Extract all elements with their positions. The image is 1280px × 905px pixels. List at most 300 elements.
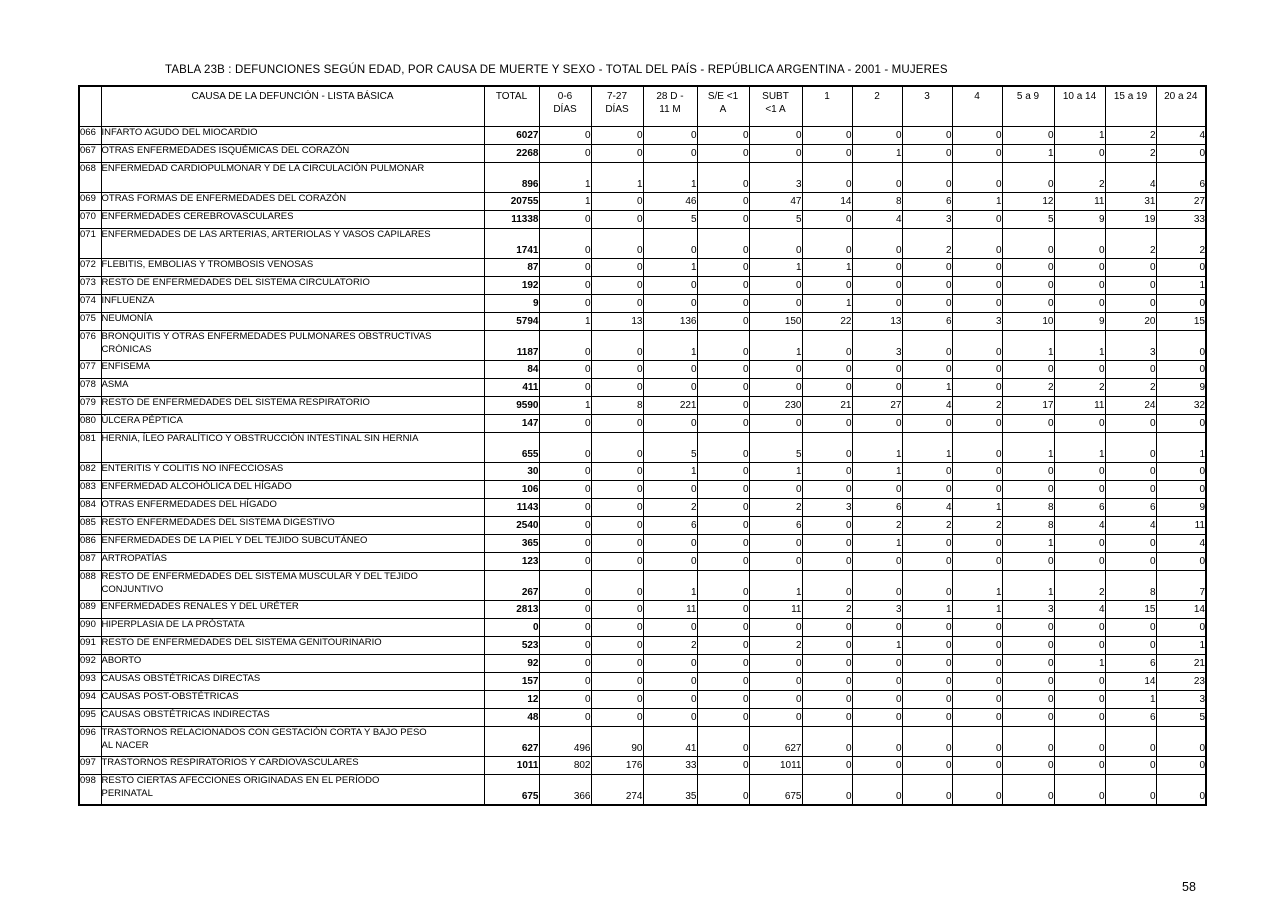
cell-value: 4: [1054, 601, 1105, 619]
cell-value: 4: [1105, 517, 1156, 535]
cell-value: 2: [1105, 145, 1156, 163]
table-row: [79, 127, 1206, 145]
cell-value: 0: [902, 145, 952, 163]
column-header-age-10-a-14: 10 a 14: [1054, 86, 1105, 127]
cell-value: 2: [1054, 163, 1105, 193]
row-code: 074: [79, 295, 101, 313]
cell-value: 1: [952, 601, 1002, 619]
cell-value: 0: [1002, 415, 1054, 433]
cell-value: 0: [1002, 127, 1054, 145]
row-code: 076: [79, 331, 101, 361]
row-total: 411: [484, 379, 539, 397]
cell-value: 0: [697, 535, 749, 553]
cell-value: 0: [539, 691, 591, 709]
cell-value: 3: [852, 331, 902, 361]
cell-value: 4: [902, 397, 952, 415]
row-total: 106: [484, 481, 539, 499]
cell-value: 1: [952, 499, 1002, 517]
cell-value: 0: [1054, 535, 1105, 553]
column-header-code: [79, 86, 101, 127]
cell-value: 1: [952, 193, 1002, 211]
cell-value: 3: [902, 211, 952, 229]
row-code: 068: [79, 163, 101, 193]
cell-value: 0: [852, 553, 902, 571]
cell-value: 0: [591, 499, 643, 517]
cell-value: 0: [1054, 757, 1105, 775]
row-code: 082: [79, 463, 101, 481]
cell-value: 0: [952, 673, 1002, 691]
cell-value: 1: [643, 259, 697, 277]
cell-value: 2: [1054, 379, 1105, 397]
row-cause: ENFERMEDAD CARDIOPULMONAR Y DE LA CIRCULACIÓN PULMONAR: [101, 163, 484, 193]
cell-value: 1: [1054, 127, 1105, 145]
cell-value: 11: [1054, 397, 1105, 415]
cell-value: 0: [1002, 229, 1054, 259]
row-total: 655: [484, 433, 539, 463]
row-cause: INFLUENZA: [101, 295, 484, 313]
cell-value: 0: [802, 145, 852, 163]
cell-value: 0: [802, 379, 852, 397]
cell-value: 11: [1156, 517, 1206, 535]
cell-value: 0: [1054, 553, 1105, 571]
cell-value: 0: [902, 535, 952, 553]
cell-value: 0: [539, 637, 591, 655]
cell-value: 0: [539, 259, 591, 277]
cell-value: 0: [802, 553, 852, 571]
cell-value: 0: [697, 673, 749, 691]
row-total: 5794: [484, 313, 539, 331]
cell-value: 0: [902, 655, 952, 673]
cell-value: 0: [952, 259, 1002, 277]
row-total: 123: [484, 553, 539, 571]
cell-value: 0: [1156, 463, 1206, 481]
cell-value: 0: [852, 571, 902, 601]
cell-value: 0: [1002, 727, 1054, 757]
row-code: 095: [79, 709, 101, 727]
row-code: 097: [79, 757, 101, 775]
row-code: 081: [79, 433, 101, 463]
cell-value: 0: [902, 691, 952, 709]
row-total: 1741: [484, 229, 539, 259]
cell-value: 136: [643, 313, 697, 331]
cell-value: 0: [1054, 361, 1105, 379]
row-total: 30: [484, 463, 539, 481]
cell-value: 0: [952, 433, 1002, 463]
cell-value: 8: [591, 397, 643, 415]
cell-value: 0: [1002, 295, 1054, 313]
table-row: [79, 481, 1206, 499]
cell-value: 5: [1002, 211, 1054, 229]
cell-value: 0: [1156, 775, 1206, 805]
cell-value: 0: [1054, 691, 1105, 709]
cell-value: 0: [852, 229, 902, 259]
cell-value: 0: [697, 127, 749, 145]
cell-value: 0: [539, 535, 591, 553]
cell-value: 1: [1156, 637, 1206, 655]
cell-value: 0: [802, 163, 852, 193]
cell-value: 0: [902, 709, 952, 727]
cell-value: 0: [697, 463, 749, 481]
cell-value: 1: [902, 601, 952, 619]
row-code: 070: [79, 211, 101, 229]
cell-value: 0: [902, 295, 952, 313]
cell-value: 0: [539, 361, 591, 379]
cell-value: 0: [697, 655, 749, 673]
cell-value: 0: [749, 709, 802, 727]
column-header-age-subt: SUBT <1 A: [749, 86, 802, 127]
cell-value: 9: [1156, 499, 1206, 517]
cell-value: 0: [643, 361, 697, 379]
table-row: [79, 259, 1206, 277]
cell-value: 1: [1054, 655, 1105, 673]
cell-value: 0: [591, 211, 643, 229]
cell-value: 0: [591, 691, 643, 709]
row-code: 085: [79, 517, 101, 535]
row-cause: ENFERMEDADES RENALES Y DEL URÉTER: [101, 601, 484, 619]
cell-value: 0: [643, 277, 697, 295]
cell-value: 0: [852, 163, 902, 193]
row-cause: TRASTORNOS RELACIONADOS CON GESTACIÓN CORTA Y BAJO PESO AL NACER: [101, 727, 484, 757]
cell-value: 0: [539, 127, 591, 145]
column-header-age-20-a-24: 20 a 24: [1156, 86, 1206, 127]
cell-value: 0: [1054, 709, 1105, 727]
row-cause: RESTO ENFERMEDADES DEL SISTEMA DIGESTIVO: [101, 517, 484, 535]
cell-value: 0: [591, 517, 643, 535]
cell-value: 0: [697, 619, 749, 637]
cell-value: 9: [1054, 313, 1105, 331]
cell-value: 0: [902, 481, 952, 499]
cell-value: 2: [1105, 379, 1156, 397]
cell-value: 0: [1105, 637, 1156, 655]
cell-value: 0: [952, 535, 1002, 553]
cell-value: 21: [1156, 655, 1206, 673]
cell-value: 6: [902, 193, 952, 211]
cell-value: 0: [539, 433, 591, 463]
cell-value: 1: [539, 193, 591, 211]
cell-value: 0: [952, 145, 1002, 163]
cell-value: 0: [902, 415, 952, 433]
cell-value: 20: [1105, 313, 1156, 331]
cell-value: 0: [1054, 145, 1105, 163]
cell-value: 1: [852, 433, 902, 463]
cell-value: 2: [852, 517, 902, 535]
column-header-age-4: 4: [952, 86, 1002, 127]
row-cause: FLEBITIS, EMBOLIAS Y TROMBOSIS VENOSAS: [101, 259, 484, 277]
cell-value: 31: [1105, 193, 1156, 211]
table-row: [79, 655, 1206, 673]
row-cause: ENFERMEDADES DE LAS ARTERIAS, ARTERIOLAS Y VASOS CAPILARES: [101, 229, 484, 259]
cell-value: 496: [539, 727, 591, 757]
column-header-age-0-6: 0-6 DÍAS: [539, 86, 591, 127]
column-header-age-7-27: 7-27 DÍAS: [591, 86, 643, 127]
cell-value: 0: [952, 553, 1002, 571]
cell-value: 13: [852, 313, 902, 331]
cell-value: 1: [1054, 433, 1105, 463]
cell-value: 0: [643, 655, 697, 673]
cell-value: 1: [539, 313, 591, 331]
cell-value: 0: [643, 709, 697, 727]
cell-value: 0: [802, 535, 852, 553]
cell-value: 11: [643, 601, 697, 619]
cell-value: 0: [1002, 259, 1054, 277]
cell-value: 1: [1105, 691, 1156, 709]
cell-value: 1: [539, 397, 591, 415]
row-total: 92: [484, 655, 539, 673]
row-code: 072: [79, 259, 101, 277]
cell-value: 2: [952, 517, 1002, 535]
cell-value: 0: [1054, 277, 1105, 295]
cell-value: 0: [539, 553, 591, 571]
cell-value: 0: [852, 361, 902, 379]
cell-value: 0: [952, 127, 1002, 145]
table-row: [79, 313, 1206, 331]
cell-value: 0: [591, 415, 643, 433]
row-cause: ASMA: [101, 379, 484, 397]
cell-value: 0: [1054, 727, 1105, 757]
cell-value: 0: [1054, 295, 1105, 313]
cell-value: 4: [1156, 127, 1206, 145]
cell-value: 0: [1156, 361, 1206, 379]
table-row: [79, 553, 1206, 571]
cell-value: 0: [902, 571, 952, 601]
row-total: 2268: [484, 145, 539, 163]
cell-value: 1: [749, 571, 802, 601]
cell-value: 0: [697, 415, 749, 433]
cell-value: 0: [1156, 619, 1206, 637]
cell-value: 0: [1002, 361, 1054, 379]
cell-value: 0: [1002, 709, 1054, 727]
cell-value: 0: [1054, 415, 1105, 433]
cell-value: 6: [1156, 163, 1206, 193]
row-code: 067: [79, 145, 101, 163]
row-total: 675: [484, 775, 539, 805]
cell-value: 0: [539, 229, 591, 259]
cell-value: 0: [539, 211, 591, 229]
cell-value: 0: [802, 463, 852, 481]
row-code: 086: [79, 535, 101, 553]
row-code: 084: [79, 499, 101, 517]
cell-value: 5: [643, 433, 697, 463]
cell-value: 0: [749, 553, 802, 571]
cell-value: 0: [697, 691, 749, 709]
cell-value: 4: [1105, 163, 1156, 193]
row-total: 627: [484, 727, 539, 757]
cell-value: 0: [697, 259, 749, 277]
cell-value: 33: [1156, 211, 1206, 229]
table-row: [79, 295, 1206, 313]
table-row: [79, 277, 1206, 295]
cell-value: 0: [952, 295, 1002, 313]
cell-value: 0: [1105, 361, 1156, 379]
cell-value: 0: [952, 691, 1002, 709]
cell-value: 90: [591, 727, 643, 757]
cell-value: 0: [802, 277, 852, 295]
row-code: 071: [79, 229, 101, 259]
cell-value: 1: [1002, 331, 1054, 361]
cell-value: 0: [697, 553, 749, 571]
cell-value: 0: [591, 463, 643, 481]
cell-value: 0: [802, 757, 852, 775]
cell-value: 12: [1002, 193, 1054, 211]
cell-value: 0: [852, 691, 902, 709]
cell-value: 0: [902, 757, 952, 775]
cell-value: 35: [643, 775, 697, 805]
cell-value: 0: [802, 727, 852, 757]
cell-value: 1: [902, 379, 952, 397]
cell-value: 0: [749, 691, 802, 709]
cell-value: 0: [802, 571, 852, 601]
cell-value: 5: [749, 433, 802, 463]
cell-value: 1011: [749, 757, 802, 775]
cell-value: 0: [591, 127, 643, 145]
cell-value: 0: [1002, 673, 1054, 691]
cell-value: 0: [697, 601, 749, 619]
row-code: 066: [79, 127, 101, 145]
cell-value: 0: [802, 433, 852, 463]
cell-value: 627: [749, 727, 802, 757]
cell-value: 0: [1156, 331, 1206, 361]
cell-value: 6: [902, 313, 952, 331]
row-cause: RESTO DE ENFERMEDADES DEL SISTEMA MUSCULAR Y DEL TEJIDO CONJUNTIVO: [101, 571, 484, 601]
row-total: 1011: [484, 757, 539, 775]
table-row: [79, 499, 1206, 517]
cell-value: 7: [1156, 571, 1206, 601]
cell-value: 27: [852, 397, 902, 415]
cell-value: 0: [952, 331, 1002, 361]
cell-value: 0: [539, 571, 591, 601]
row-cause: RESTO DE ENFERMEDADES DEL SISTEMA CIRCULATORIO: [101, 277, 484, 295]
cell-value: 0: [802, 481, 852, 499]
cell-value: 0: [539, 655, 591, 673]
row-cause: RESTO DE ENFERMEDADES DEL SISTEMA RESPIRATORIO: [101, 397, 484, 415]
cell-value: 230: [749, 397, 802, 415]
cell-value: 0: [852, 709, 902, 727]
table-row: [79, 211, 1206, 229]
row-total: 523: [484, 637, 539, 655]
cell-value: 0: [1002, 775, 1054, 805]
cell-value: 0: [749, 535, 802, 553]
cell-value: 0: [902, 637, 952, 655]
cell-value: 0: [1054, 637, 1105, 655]
row-cause: ENTERITIS Y COLITIS NO INFECCIOSAS: [101, 463, 484, 481]
cell-value: 0: [697, 277, 749, 295]
cell-value: 0: [591, 655, 643, 673]
row-code: 096: [79, 727, 101, 757]
cell-value: 0: [591, 277, 643, 295]
row-cause: INFARTO AGUDO DEL MIOCARDIO: [101, 127, 484, 145]
cell-value: 24: [1105, 397, 1156, 415]
cell-value: 1: [852, 463, 902, 481]
cell-value: 2: [1054, 571, 1105, 601]
cell-value: 2: [1105, 229, 1156, 259]
cell-value: 0: [697, 727, 749, 757]
cell-value: 1: [749, 463, 802, 481]
cell-value: 0: [1105, 727, 1156, 757]
cell-value: 0: [802, 361, 852, 379]
cell-value: 1: [802, 259, 852, 277]
cell-value: 8: [852, 193, 902, 211]
cell-value: 0: [902, 775, 952, 805]
cell-value: 0: [643, 673, 697, 691]
row-cause: OTRAS ENFERMEDADES DEL HÍGADO: [101, 499, 484, 517]
table-row: [79, 535, 1206, 553]
cell-value: 4: [852, 211, 902, 229]
cell-value: 0: [591, 619, 643, 637]
cell-value: 4: [1054, 517, 1105, 535]
cell-value: 0: [952, 361, 1002, 379]
cell-value: 17: [1002, 397, 1054, 415]
row-cause: ENFISEMA: [101, 361, 484, 379]
cell-value: 22: [802, 313, 852, 331]
cell-value: 0: [952, 415, 1002, 433]
cell-value: 0: [952, 481, 1002, 499]
cell-value: 14: [802, 193, 852, 211]
cell-value: 0: [697, 211, 749, 229]
cell-value: 0: [591, 433, 643, 463]
cell-value: 0: [1156, 259, 1206, 277]
cell-value: 4: [902, 499, 952, 517]
cell-value: 0: [1156, 727, 1206, 757]
table-row: [79, 229, 1206, 259]
cell-value: 0: [852, 259, 902, 277]
cell-value: 1: [1002, 145, 1054, 163]
cell-value: 0: [697, 397, 749, 415]
column-header-total: TOTAL: [484, 86, 539, 127]
row-total: 192: [484, 277, 539, 295]
cell-value: 15: [1156, 313, 1206, 331]
cell-value: 0: [591, 673, 643, 691]
column-header-age-28-d--: 28 D - 11 M: [643, 86, 697, 127]
cell-value: 0: [749, 619, 802, 637]
cell-value: 675: [749, 775, 802, 805]
cell-value: 0: [697, 193, 749, 211]
cell-value: 0: [852, 727, 902, 757]
cell-value: 0: [1054, 463, 1105, 481]
cell-value: 150: [749, 313, 802, 331]
cell-value: 0: [902, 619, 952, 637]
cell-value: 21: [802, 397, 852, 415]
cell-value: 0: [539, 415, 591, 433]
cell-value: 0: [749, 379, 802, 397]
cell-value: 2: [902, 517, 952, 535]
row-code: 083: [79, 481, 101, 499]
cell-value: 0: [902, 127, 952, 145]
cell-value: 9: [1156, 379, 1206, 397]
row-cause: OTRAS ENFERMEDADES ISQUÉMICAS DEL CORAZÓN: [101, 145, 484, 163]
cell-value: 8: [1002, 517, 1054, 535]
cell-value: 0: [643, 415, 697, 433]
row-code: 094: [79, 691, 101, 709]
cell-value: 0: [697, 145, 749, 163]
cell-value: 0: [749, 127, 802, 145]
cell-value: 0: [591, 379, 643, 397]
cell-value: 3: [749, 163, 802, 193]
cell-value: 5: [643, 211, 697, 229]
cell-value: 8: [1105, 571, 1156, 601]
table-row: [79, 727, 1206, 757]
cell-value: 3: [852, 601, 902, 619]
table-row: [79, 193, 1206, 211]
table-row: [79, 379, 1206, 397]
row-total: 2813: [484, 601, 539, 619]
cell-value: 0: [802, 415, 852, 433]
cell-value: 1: [591, 163, 643, 193]
cell-value: 3: [952, 313, 1002, 331]
row-code: 069: [79, 193, 101, 211]
cell-value: 41: [643, 727, 697, 757]
cell-value: 0: [749, 415, 802, 433]
cell-value: 0: [1054, 229, 1105, 259]
